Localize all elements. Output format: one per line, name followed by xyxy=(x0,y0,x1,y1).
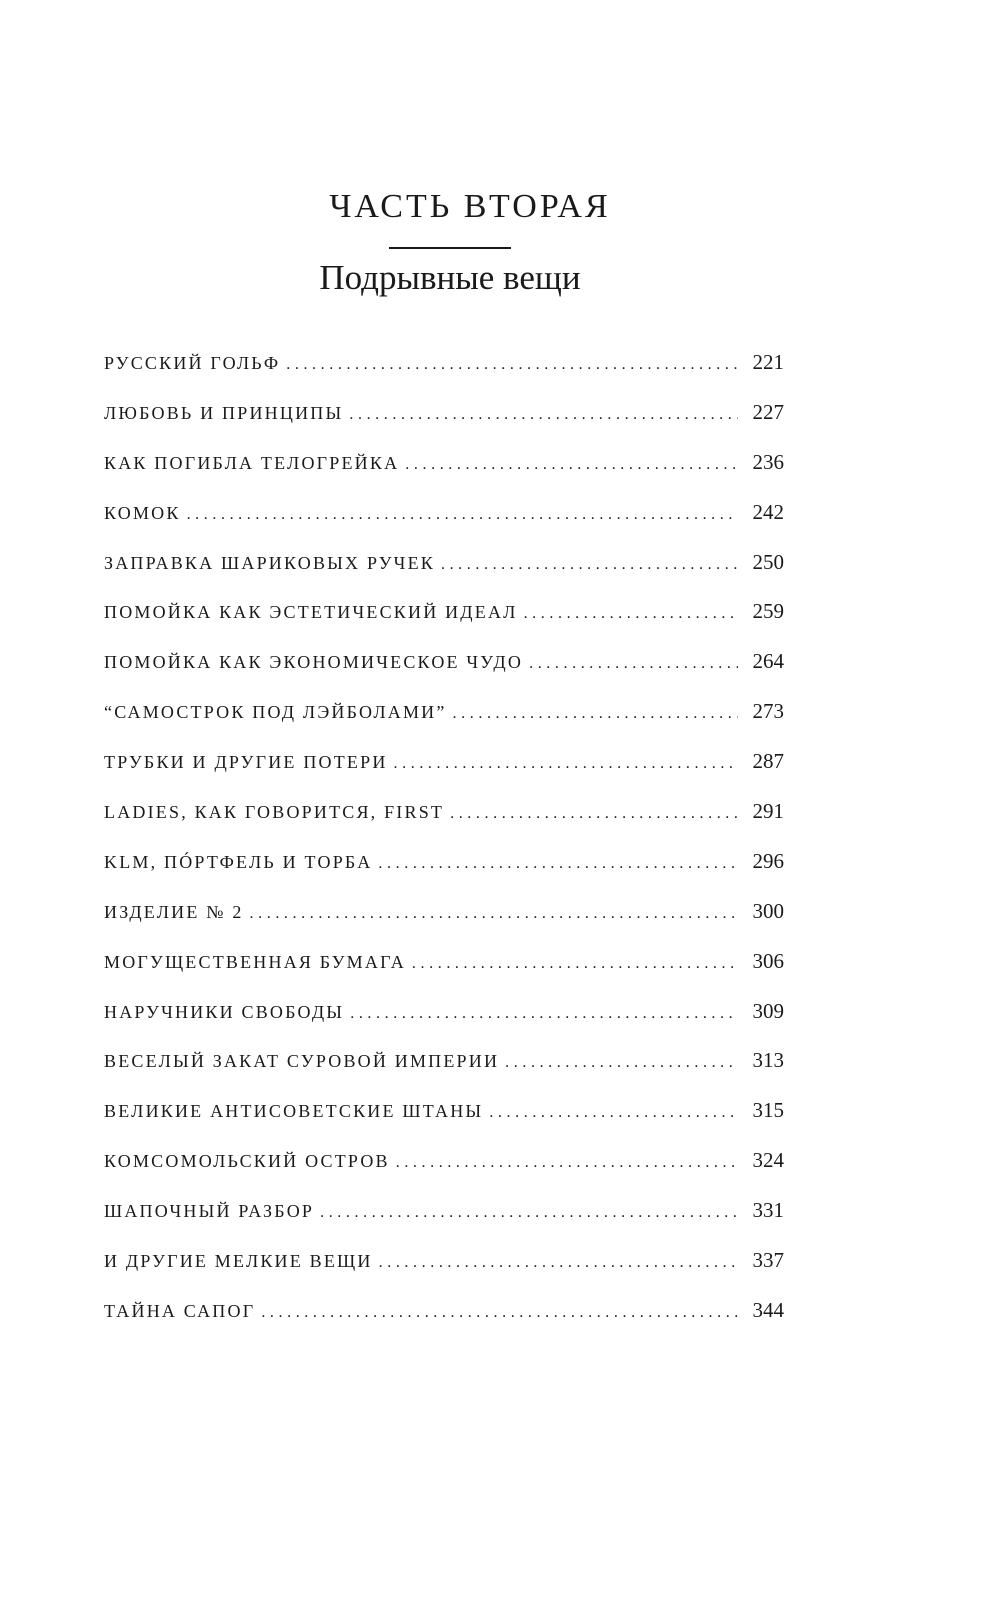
part-title: ЧАСТЬ ВТОРАЯ xyxy=(329,188,611,225)
toc-entry-page: 315 xyxy=(752,1098,784,1123)
toc-leader-dots xyxy=(320,1188,738,1238)
toc-entry-page: 287 xyxy=(752,749,784,774)
toc-entry-page: 221 xyxy=(752,350,784,374)
toc-entry-page: 259 xyxy=(752,599,784,624)
part-subtitle: Подрывные вещи xyxy=(319,258,581,297)
toc-entry[interactable] xyxy=(104,687,784,737)
toc-entry-title: КАК ПОГИБЛА ТЕЛОГРЕЙКА xyxy=(104,452,400,473)
toc-entry-page: 313 xyxy=(752,1048,784,1073)
toc-entry-page: 300 xyxy=(752,898,784,923)
toc-entry-title: ЛЮБОВЬ И ПРИНЦИПЫ xyxy=(104,402,344,423)
toc-entry[interactable] xyxy=(104,1136,784,1186)
toc-leader-dots xyxy=(453,689,738,739)
toc-entry-title: КОМСОМОЛЬСКИЙ ОСТРОВ xyxy=(104,1151,390,1172)
toc-entry-page: 337 xyxy=(752,1248,784,1273)
toc-entry-title: ВЕСЕЛЫЙ ЗАКАТ СУРОВОЙ ИМПЕРИИ xyxy=(104,1051,500,1072)
toc-entry-page: 236 xyxy=(752,449,784,474)
toc-entry-page: 291 xyxy=(752,799,784,824)
toc-entry[interactable] xyxy=(104,538,784,588)
toc-entry-title: LADIES, КАК ГОВОРИТСЯ, FIRST xyxy=(104,802,445,823)
toc-entry[interactable] xyxy=(104,737,784,787)
toc-leader-dots xyxy=(378,839,738,889)
toc-entry-title: KLM, ПÓРТФЕЛЬ И ТОРБА xyxy=(104,851,373,872)
toc-leader-dots xyxy=(524,589,738,639)
toc-entry-page: 344 xyxy=(752,1297,784,1322)
toc-entry-title: ТАЙНА САПОГ xyxy=(104,1300,256,1321)
toc-leader-dots xyxy=(412,939,738,989)
toc-entry[interactable] xyxy=(104,1036,784,1086)
toc-entry-page: 324 xyxy=(752,1148,784,1173)
toc-leader-dots xyxy=(379,1238,738,1288)
toc-leader-dots xyxy=(405,440,738,490)
toc-leader-dots xyxy=(529,639,738,689)
toc-entry-page: 296 xyxy=(752,848,784,873)
toc-entry-page: 250 xyxy=(752,549,784,574)
toc-leader-dots xyxy=(441,540,738,590)
toc-entry-title: РУССКИЙ ГОЛЬФ xyxy=(104,353,281,373)
toc-entry-title: ЗАПРАВКА ШАРИКОВЫХ РУЧЕК xyxy=(104,552,435,573)
toc-entry-page: 331 xyxy=(752,1198,784,1223)
toc-leader-dots xyxy=(250,889,738,939)
toc-leader-dots xyxy=(396,1138,738,1188)
table-of-contents xyxy=(104,338,784,1336)
toc-entry-title: ВЕЛИКИЕ АНТИСОВЕТСКИЕ ШТАНЫ xyxy=(104,1101,484,1122)
toc-entry-page: 264 xyxy=(752,649,784,674)
toc-entry[interactable] xyxy=(104,1236,784,1286)
toc-entry[interactable] xyxy=(104,637,784,687)
toc-entry-title: ТРУБКИ И ДРУГИЕ ПОТЕРИ xyxy=(104,752,388,773)
toc-entry[interactable] xyxy=(104,987,784,1037)
toc-entry[interactable] xyxy=(104,887,784,937)
toc-entry-title: НАРУЧНИКИ СВОБОДЫ xyxy=(104,1001,345,1022)
toc-entry[interactable] xyxy=(104,587,784,637)
toc-entry-title: ИЗДЕЛИЕ № 2 xyxy=(104,901,244,922)
toc-leader-dots xyxy=(349,390,738,440)
toc-entry-title: МОГУЩЕСТВЕННАЯ БУМАГА xyxy=(104,951,406,972)
toc-entry-page: 242 xyxy=(752,499,784,524)
toc-leader-dots xyxy=(286,340,738,390)
toc-entry[interactable] xyxy=(104,1186,784,1236)
toc-leader-dots xyxy=(489,1088,738,1138)
toc-entry-page: 227 xyxy=(752,399,784,424)
toc-leader-dots xyxy=(505,1038,738,1088)
toc-entry[interactable] xyxy=(104,388,784,438)
toc-entry-title: ПОМОЙКА КАК ЭСТЕТИЧЕСКИЙ ИДЕАЛ xyxy=(104,602,518,623)
toc-entry[interactable] xyxy=(104,1286,784,1336)
toc-entry-title: И ДРУГИЕ МЕЛКИЕ ВЕЩИ xyxy=(104,1251,373,1272)
toc-entry-title: КОМОК xyxy=(104,502,181,523)
toc-entry[interactable] xyxy=(104,787,784,837)
toc-entry[interactable] xyxy=(104,1086,784,1136)
toc-leader-dots xyxy=(261,1288,738,1338)
toc-entry-title: ПОМОЙКА КАК ЭКОНОМИЧЕСКОЕ ЧУДО xyxy=(104,652,524,673)
toc-entry-page: 306 xyxy=(752,948,784,973)
toc-leader-dots xyxy=(450,789,738,839)
toc-entry-page: 273 xyxy=(752,699,784,724)
toc-entry[interactable] xyxy=(104,837,784,887)
title-divider xyxy=(389,247,511,249)
toc-leader-dots xyxy=(394,739,738,789)
toc-leader-dots xyxy=(187,490,738,540)
toc-entry[interactable] xyxy=(104,937,784,987)
toc-entry[interactable] xyxy=(104,338,784,388)
toc-entry-page: 309 xyxy=(752,998,784,1023)
toc-entry[interactable] xyxy=(104,438,784,488)
toc-entry-title: “САМОСТРОК ПОД ЛЭЙБОЛАМИ” xyxy=(104,702,447,723)
toc-entry-title: ШАПОЧНЫЙ РАЗБОР xyxy=(104,1201,315,1222)
toc-entry[interactable] xyxy=(104,488,784,538)
toc-leader-dots xyxy=(350,989,738,1039)
